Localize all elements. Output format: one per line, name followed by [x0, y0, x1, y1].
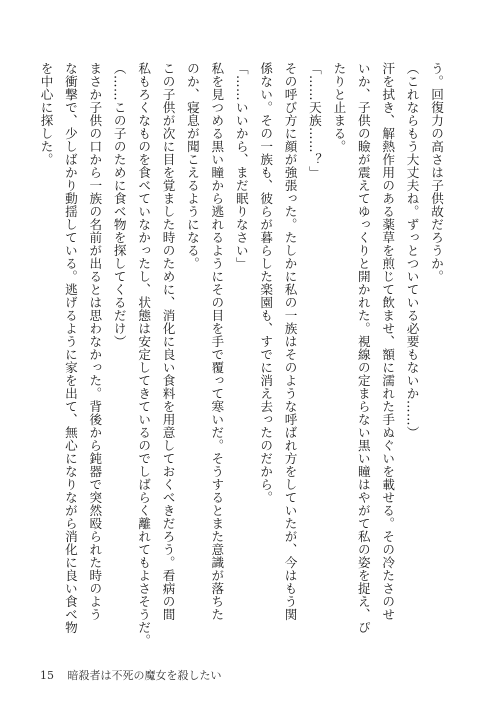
body-text: [33, 62, 448, 647]
text-line: （……この子のために食べ物を探してくるだけ）: [111, 62, 127, 348]
text-line: 私を見つめる黒い瞳から逃れるようにその目を手で覆って寒いだ。そうするとまた意識が落ちた: [209, 62, 225, 621]
text-line: その呼び方に顔が強張った。たしかに私の一族はそのような呼ばれ方をしていたが、今はもう関: [282, 62, 298, 621]
text-line: 係ない。その一族も、彼らが暮らした楽園も、すでに消え去ったのだから。: [258, 62, 274, 504]
text-line: いか、子供の瞼が震えてゆっくりと開かれた。視線の定まらない黒い瞳はやがて私の姿を捉え、ぴ: [355, 62, 371, 634]
text-line: まさか子供の口から一族の名前が出るとは思わなかった。背後から鈍器で突然殴られた時のよう: [87, 62, 103, 621]
text-line: 汗を拭き、解熱作用のある薬草を煎じて飲ませ、額に濡れた手ぬぐいを載せる。その冷たさのせ: [380, 62, 396, 621]
page-number: 15: [40, 669, 54, 682]
text-line: 私もろくなものを食べていなかったし、状態は安定してきているのでしばらく離れてもよさそうだ。: [136, 62, 152, 647]
text-line: 「……天族……？」: [306, 62, 322, 179]
text-line: な衝撃で、少しばかり動揺している。逃げるように家を出て、無心になりながら消化に良い食べ物: [62, 62, 78, 634]
text-line: （これならもう大丈夫ね。ずっとついている必要もないか……）: [404, 62, 420, 439]
text-line: たりと止まる。: [331, 62, 347, 153]
book-title: 暗殺者は不死の魔女を殺したい: [67, 669, 222, 682]
text-line: う。回復力の高さは子供故だろうか。: [429, 62, 444, 283]
text-line: 「……いいから、まだ眠りなさい」: [233, 62, 249, 270]
text-line: この子供が次に目を覚ました時のために、消化に良い食料を用意しておくべきだろう。看病の間: [160, 62, 176, 621]
page-footer: [40, 667, 222, 683]
text-line: のか、寝息が聞こえるようになる。: [184, 62, 200, 270]
text-line: を中心に探した。: [38, 62, 54, 166]
